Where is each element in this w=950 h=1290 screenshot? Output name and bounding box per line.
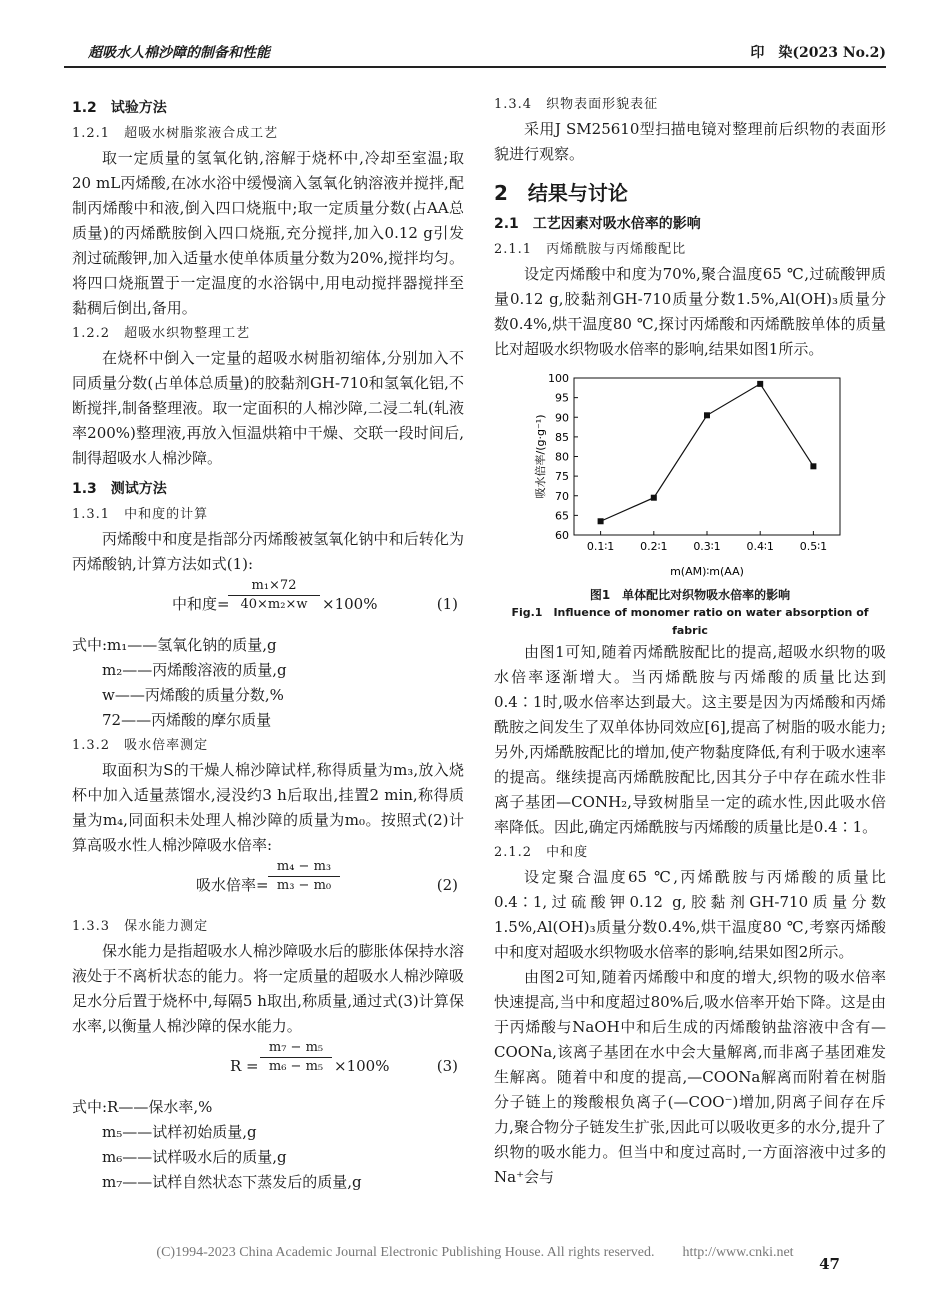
plot-frame xyxy=(574,378,840,535)
x-tick-label: 0.2∶1 xyxy=(640,540,668,553)
equation-2-fraction xyxy=(268,858,340,895)
where-3-line-2: m₅——试样初始质量,g xyxy=(102,1123,257,1141)
section-1-2-heading: 1.2 试验方法 xyxy=(72,100,167,116)
equation-3-lhs: R = xyxy=(230,1057,259,1075)
where-1-line-4: 72——丙烯酸的摩尔质量 xyxy=(102,711,272,729)
section-1-3-3-heading: 1.3.3 保水能力测定 xyxy=(72,919,209,934)
where-3-line-1: 式中:R——保水率,% xyxy=(72,1098,213,1116)
x-tick-label: 0.1∶1 xyxy=(586,540,615,553)
section-2-heading: 2 结果与讨论 xyxy=(494,181,628,205)
x-tick-label: 0.4∶1 xyxy=(746,540,774,553)
where-3-line-4: m₇——试样自然状态下蒸发后的质量,g xyxy=(102,1173,362,1191)
data-point xyxy=(704,412,710,418)
paragraph-sem: 采用J SM25610型扫描电镜对整理前后织物的表面形貌进行观察。 xyxy=(494,120,886,163)
y-tick-label: 90 xyxy=(555,411,569,425)
series-line xyxy=(601,384,814,521)
section-1-3-4-heading: 1.3.4 织物表面形貌表征 xyxy=(494,97,659,112)
paragraph-retention-test: 保水能力是指超吸水人棉沙障吸水后的膨胀体保持水溶液处于不离析状态的能力。将一定质量的超吸水人棉沙障吸足水分后置于烧杯中,每隔5 h取出,称质量,通过式(3)计算保水率,以衡量人棉沙障的保水能力。 xyxy=(72,942,464,1035)
equation-2 xyxy=(72,858,464,914)
equation-1-fraction xyxy=(228,577,320,614)
section-1-3-1-heading: 1.3.1 中和度的计算 xyxy=(72,507,209,522)
data-point xyxy=(810,463,816,469)
equation-2-denominator: m₃ − m₀ xyxy=(276,878,332,893)
equation-2-number: (2) xyxy=(436,876,458,894)
equation-3-numerator: m₇ − m₅ xyxy=(260,1039,332,1058)
where-1-line-2: m₂——丙烯酸溶液的质量,g xyxy=(102,661,287,679)
paragraph-finishing-process: 在烧杯中倒入一定量的超吸水树脂初缩体,分别加入不同质量分数(占单体总质量)的胶黏剂GH-710和氢氧化铝,不断搅拌,制备整理液。取一定面积的人棉沙障,二浸二轧(轧液率200%)整理液,再放入恒温烘箱中干燥、交联一段时间后,制得超吸水人棉沙障。 xyxy=(72,349,464,467)
y-tick-label: 95 xyxy=(555,391,569,405)
equation-3 xyxy=(72,1039,464,1095)
journal-issue: 印 染(2023 No.2) xyxy=(750,45,886,61)
paragraph-neutralization: 丙烯酸中和度是指部分丙烯酸被氢氧化钠中和后转化为丙烯酸钠,计算方法如式(1): xyxy=(72,530,464,573)
equation-3-denominator: m₆ − m₅ xyxy=(268,1059,324,1074)
y-tick-label: 70 xyxy=(555,489,569,503)
paragraph-resin-synthesis: 取一定质量的氢氧化钠,溶解于烧杯中,冷却至室温;取20 mL丙烯酸,在冰水浴中缓慢滴入氢氧化钠溶液并搅拌,配制丙烯酸中和液,倒入四口烧瓶中;取一定质量分数(占AA总质量)的丙烯酰胺倒入四口烧瓶,充分搅拌,加入0.12 g引发剂过硫酸钾,加入适量水使单体质量分数为20%,搅拌均匀。将四口烧瓶置于一定温度的水浴锅中,用电动搅拌器搅拌至黏稠后倒出,备用。 xyxy=(72,149,464,317)
equation-1-number: (1) xyxy=(436,595,458,613)
section-1-2-2-heading: 1.2.2 超吸水织物整理工艺 xyxy=(72,326,251,341)
figure-1-chart xyxy=(494,368,886,586)
equation-3-tail: ×100% xyxy=(334,1057,390,1075)
data-point xyxy=(651,495,657,501)
left-column xyxy=(72,92,464,1195)
chart-markers xyxy=(598,381,817,524)
figure-1-caption-en: Fig.1 Influence of monomer ratio on water absorption of fabric xyxy=(511,606,869,637)
data-point xyxy=(598,518,604,524)
figure-1 xyxy=(494,368,886,586)
section-2-1-heading: 2.1 工艺因素对吸水倍率的影响 xyxy=(494,216,701,232)
section-1-3-2-heading: 1.3.2 吸水倍率测定 xyxy=(72,738,209,753)
section-2-1-2-heading: 2.1.2 中和度 xyxy=(494,845,589,860)
page-number: 47 xyxy=(819,1255,840,1273)
paragraph-neutralization-discussion: 由图2可知,随着丙烯酸中和度的增大,织物的吸水倍率快速提高,当中和度超过80%后,吸水倍率开始下降。这是由于丙烯酸与NaOH中和后生成的丙烯酸钠盐溶液中含有—COONa,该离子基团在水中会大量解离,而非离子基团难发生解离。随着中和度的提高,—COONa解离而附着在树脂分子链上的羧酸根负离子(—COO⁻)增加,阴离子间存在斥力,聚合物分子链发生扩张,因此可以吸收更多的水分,提升了织物的吸水能力。但当中和度过高时,一方面溶液中过多的Na⁺会与 xyxy=(494,968,886,1186)
y-tick-label: 80 xyxy=(555,450,569,464)
paragraph-monomer-ratio-setup: 设定丙烯酸中和度为70%,聚合温度65 ℃,过硫酸钾质量0.12 g,胶黏剂GH-710质量分数1.5%,Al(OH)₃质量分数0.4%,烘干温度80 ℃,探讨丙烯酸和丙烯酰胺单体的质量比对超吸水织物吸水倍率的影响,结果如图1所示。 xyxy=(494,265,886,358)
equation-1-tail: ×100% xyxy=(322,595,378,613)
y-tick-label: 75 xyxy=(555,470,569,484)
y-tick-label: 100 xyxy=(548,372,569,385)
x-tick-label: 0.5∶1 xyxy=(799,540,828,553)
header-rule xyxy=(64,66,886,68)
paragraph-absorption-test: 取面积为S的干燥人棉沙障试样,称得质量为m₃,放入烧杯中加入适量蒸馏水,浸没约3 h后取出,挂置2 min,称得质量为m₄,同面积未处理人棉沙障的质量为m₀。按照式(2)计算高吸水性人棉沙障吸水倍率: xyxy=(72,761,464,854)
copyright-footer: (C)1994-2023 China Academic Journal Electronic Publishing House. All rights reserved. http://www.cnki.net xyxy=(156,1245,794,1260)
equation-3-number: (3) xyxy=(436,1057,458,1075)
equation-1-denominator: 40×m₂×w xyxy=(240,597,308,612)
equation-1-numerator: m₁×72 xyxy=(228,577,320,596)
x-tick-label: 0.3∶1 xyxy=(693,540,721,553)
where-1-line-3: w——丙烯酸的质量分数,% xyxy=(102,686,284,704)
y-axis-label: 吸水倍率/(g·g⁻¹) xyxy=(534,414,547,499)
equation-3-fraction xyxy=(260,1039,332,1076)
y-tick-label: 60 xyxy=(555,529,569,542)
equation-1-lhs: 中和度= xyxy=(172,595,230,613)
y-tick-label: 65 xyxy=(555,509,569,523)
data-point xyxy=(757,381,763,387)
paragraph-monomer-ratio-discussion: 由图1可知,随着丙烯酰胺配比的提高,超吸水织物的吸水倍率逐渐增大。当丙烯酰胺与丙烯酸的质量比达到0.4∶1时,吸水倍率达到最大。这主要是因为丙烯酸和丙烯酰胺之间发生了双单体协同效应[6],提高了树脂的吸水能力;另外,丙烯酰胺配比的增加,使产物黏度降低,有利于吸水速率的提高。继续提高丙烯酰胺配比,因其分子中存在疏水性非离子基团—CONH₂,导致树脂呈一定的疏水性,因此吸水倍率降低。因此,确定丙烯酰胺与丙烯酸的质量比是0.4∶1。 xyxy=(494,643,886,836)
paragraph-neutralization-setup: 设定聚合温度65 ℃,丙烯酰胺与丙烯酸的质量比0.4∶1,过硫酸钾0.12 g,胶黏剂GH-710质量分数1.5%,Al(OH)₃质量分数0.4%,烘干温度80 ℃,考察丙烯酸中和度对超吸水织物吸水倍率的影响,结果如图2所示。 xyxy=(494,868,886,961)
x-axis-label: m(AM)∶m(AA) xyxy=(670,565,744,578)
equation-2-lhs: 吸水倍率= xyxy=(196,876,269,894)
running-title: 超吸水人棉沙障的制备和性能 xyxy=(88,45,270,61)
section-2-1-1-heading: 2.1.1 丙烯酰胺与丙烯酸配比 xyxy=(494,242,687,257)
equation-1 xyxy=(72,577,464,633)
chart-axes xyxy=(574,378,840,535)
where-1-line-1: 式中:m₁——氢氧化钠的质量,g xyxy=(72,636,277,654)
right-column xyxy=(494,92,886,1190)
section-1-3-heading: 1.3 测试方法 xyxy=(72,481,167,497)
y-tick-label: 85 xyxy=(555,430,569,444)
equation-2-numerator: m₄ − m₃ xyxy=(268,858,340,877)
chart-x-ticks xyxy=(587,531,827,553)
section-1-2-1-heading: 1.2.1 超吸水树脂浆液合成工艺 xyxy=(72,126,279,141)
where-3-line-3: m₆——试样吸水后的质量,g xyxy=(102,1148,287,1166)
figure-1-caption-cn: 图1 单体配比对织物吸水倍率的影响 xyxy=(589,588,791,602)
